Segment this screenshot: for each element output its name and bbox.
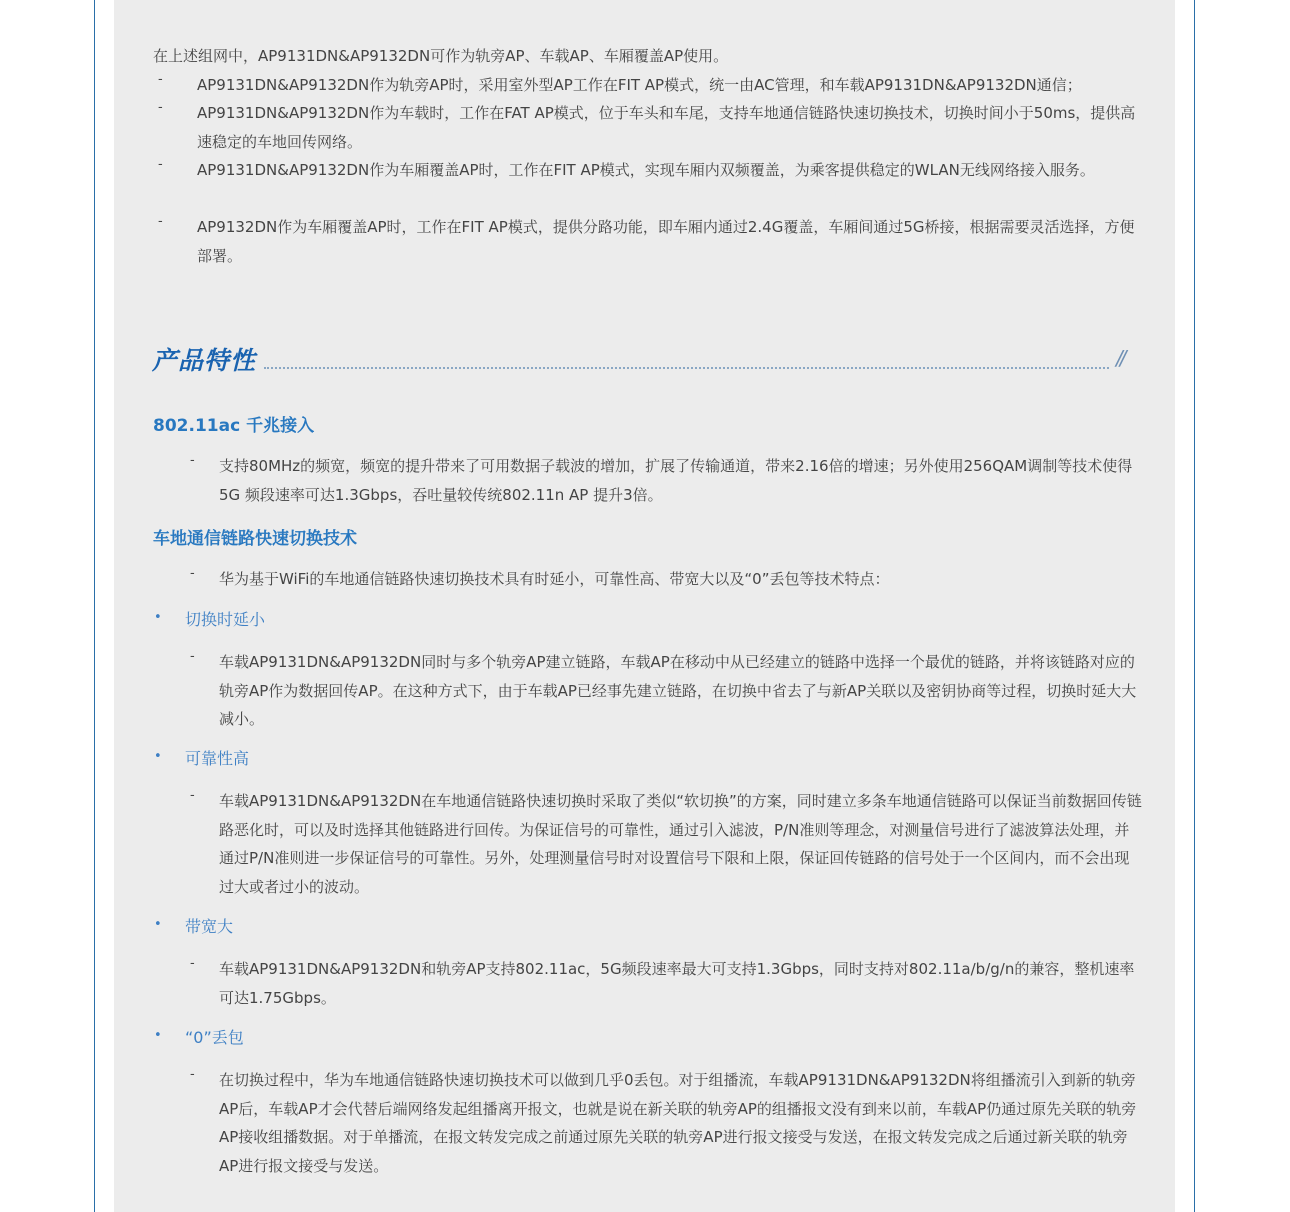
bullet-marker: • [154,917,162,932]
bullet-marker: • [154,610,162,625]
dash-marker: - [158,72,163,87]
bandwidth-paragraph: 车载AP9131DN&AP9132DN和轨旁AP支持802.11ac，5G频段速率最大可支持1.3Gbps，同时支持对802.11a/b/g/n的兼容，整机速率可达1.75Gbps。 [219,960,1135,1007]
dash-marker: - [190,1067,195,1082]
subtitle-fast-switch: 车地通信链路快速切换技术 [153,529,357,549]
dash-marker: - [190,566,195,581]
dash-marker: - [190,649,195,664]
dash-marker: - [158,157,163,172]
bullet-marker: • [154,1028,162,1043]
bullet-marker: • [154,749,162,764]
subtitle-80211ac: 802.11ac 千兆接入 [153,416,315,436]
intro-item-1: AP9131DN&AP9132DN作为轨旁AP时，采用室外型AP工作在FIT AP模式，统一由AC管理，和车载AP9131DN&AP9132DN通信； [197,76,1082,94]
switch-intro-paragraph: 华为基于WiFi的车地通信链路快速切换技术具有时延小，可靠性高、带宽大以及“0”丢包等技术特点： [219,570,890,588]
ac-paragraph: 支持80MHz的频宽，频宽的提升带来了可用数据子载波的增加，扩展了传输通道，带来2.16倍的增速；另外使用256QAM调制等技术使得5G 频段速率可达1.3Gbps，吞吐量较传统802.11n AP 提升3倍。 [219,457,1133,504]
dash-marker: - [190,788,195,803]
intro-item-4: AP9132DN作为车厢覆盖AP时，工作在FIT AP模式，提供分路功能，即车厢内通过2.4G覆盖，车厢间通过5G桥接，根据需要灵活选择，方便部署。 [197,218,1135,265]
bullet-label-reliability: 可靠性高 [185,749,250,768]
dash-marker: - [190,956,195,971]
dash-marker: - [190,453,195,468]
bullet-label-zero-loss: “0”丢包 [185,1028,244,1047]
latency-paragraph: 车载AP9131DN&AP9132DN同时与多个轨旁AP建立链路，车载AP在移动中从已经建立的链路中选择一个最优的链路，并将该链路对应的轨旁AP作为数据回传AP。在这种方式下，由于车载AP已经事先建立链路，在切换中省去了与新AP关联以及密钥协商等过程，切换时延大大减小。 [219,653,1137,728]
frame-left-border [94,0,95,1212]
intro-item-2: AP9131DN&AP9132DN作为车载时，工作在FAT AP模式，位于车头和车尾，支持车地通信链路快速切换技术，切换时间小于50ms，提供高速稳定的车地回传网络。 [197,104,1136,151]
section-dotted-rule [264,367,1109,369]
section-slash-ornament: // [1116,346,1124,370]
intro-item-3: AP9131DN&AP9132DN作为车厢覆盖AP时，工作在FIT AP模式，实现车厢内双频覆盖，为乘客提供稳定的WLAN无线网络接入服务。 [197,161,1095,179]
frame-right-border [1194,0,1195,1212]
dash-marker: - [158,214,163,229]
section-title: 产品特性 [152,346,257,375]
reliability-paragraph: 车载AP9131DN&AP9132DN在车地通信链路快速切换时采取了类似“软切换”的方案，同时建立多条车地通信链路可以保证当前数据回传链路恶化时，可以及时选择其他链路进行回传。为保证信号的可靠性，通过引入滤波，P/N准则等理念，对测量信号进行了滤波算法处理，并通过P/N准则进一步保证信号的可靠性。另外，处理测量信号时对设置信号下限和上限，保证回传链路的信号处于一个区间内，而不会出现过大或者过小的波动。 [219,792,1142,896]
bullet-label-bandwidth: 带宽大 [185,917,234,936]
zero-loss-paragraph: 在切换过程中，华为车地通信链路快速切换技术可以做到几乎0丢包。对于组播流，车载AP9131DN&AP9132DN将组播流引入到新的轨旁AP后，车载AP才会代替后端网络发起组播离开报文，也就是说在新关联的轨旁AP的组播报文没有到来以前，车载AP仍通过原先关联的轨旁AP接收组播数据。对于单播流，在报文转发完成之前通过原先关联的轨旁AP进行报文接受与发送，在报文转发完成之后通过新关联的轨旁AP进行报文接受与发送。 [219,1071,1137,1175]
bullet-label-latency: 切换时延小 [185,610,266,629]
intro-lead: 在上述组网中，AP9131DN&AP9132DN可作为轨旁AP、车载AP、车厢覆盖AP使用。 [153,47,729,65]
dash-marker: - [158,100,163,115]
